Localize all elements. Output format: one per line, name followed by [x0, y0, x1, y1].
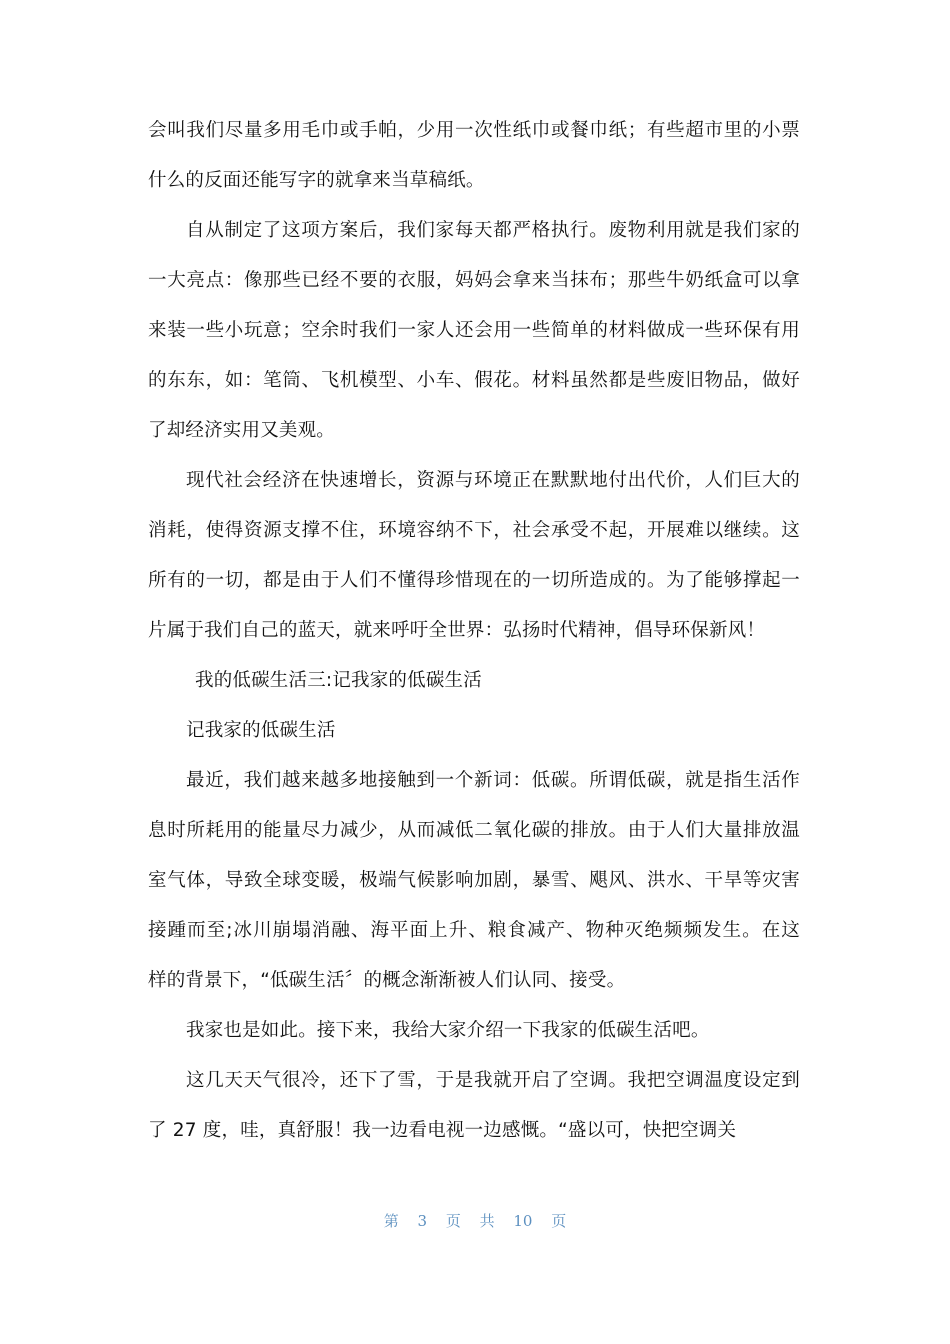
text-line: 片属于我们自己的蓝天，就来呼吁全世界：弘扬时代精神，倡导环保新风！ [148, 620, 766, 641]
text-line: 息时所耗用的能量尽力减少，从而减低二氧化碳的排放。由于人们大量排放温 [148, 820, 800, 841]
text-line: 的东东，如：笔筒、飞机模型、小车、假花。材料虽然都是些废旧物品，做好 [148, 370, 800, 391]
text-line: 接踵而至;冰川崩塌消融、海平面上升、粮食减产、物种灭绝频频发生。在这 [148, 920, 800, 941]
paragraph-start: 我家也是如此。接下来，我给大家介绍一下我家的低碳生活吧。 [186, 1020, 710, 1041]
paragraph-start: 这几天天气很冷，还下了雪，于是我就开启了空调。我把空调温度设定到 [186, 1070, 800, 1091]
text-line: 一大亮点：像那些已经不要的衣服，妈妈会拿来当抹布；那些牛奶纸盒可以拿 [148, 270, 800, 291]
section-heading: 我的低碳生活三:记我家的低碳生活 [195, 670, 482, 691]
text-line: 消耗，使得资源支撑不住，环境容纳不下，社会承受不起，开展难以继续。这 [148, 520, 800, 541]
text-line: 所有的一切，都是由于人们不懂得珍惜现在的一切所造成的。为了能够撑起一 [148, 570, 800, 591]
paragraph-start: 现代社会经济在快速增长，资源与环境正在默默地付出代价，人们巨大的 [186, 470, 800, 491]
text-line: 了却经济实用又美观。 [148, 420, 336, 441]
page-number-footer: 第 3 页 共 10 页 [383, 1212, 567, 1230]
article-title: 记我家的低碳生活 [186, 720, 336, 741]
paragraph-start: 最近，我们越来越多地接触到一个新词：低碳。所谓低碳，就是指生活作 [186, 770, 800, 791]
text-line: 室气体，导致全球变暖，极端气候影响加剧，暴雪、飓风、洪水、干旱等灾害 [148, 870, 800, 891]
text-line: 样的背景下，“低碳生活〞的概念渐渐被人们认同、接受。 [148, 970, 626, 991]
text-line: 会叫我们尽量多用毛巾或手帕，少用一次性纸巾或餐巾纸；有些超市里的小票 [148, 120, 800, 141]
paragraph-start: 自从制定了这项方案后，我们家每天都严格执行。废物利用就是我们家的 [186, 220, 800, 241]
text-line: 什么的反面还能写字的就拿来当草稿纸。 [148, 170, 485, 191]
text-line: 来装一些小玩意；空余时我们一家人还会用一些简单的材料做成一些环保有用 [148, 320, 800, 341]
text-line: 了 27 度，哇，真舒服！我一边看电视一边感慨。“盛以可，快把空调关 [148, 1120, 737, 1141]
